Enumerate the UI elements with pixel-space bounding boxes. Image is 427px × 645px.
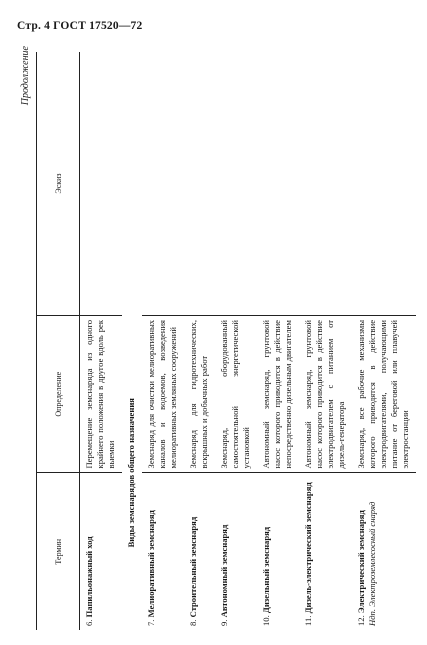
term-cell	[80, 473, 123, 630]
term-name: Дизель-электрический земснаряд	[303, 482, 313, 614]
table-header-row	[37, 52, 80, 630]
continuation-label: Продолжение	[20, 46, 31, 106]
term-name: Электрический земснаряд	[356, 510, 366, 614]
table-row	[184, 52, 215, 630]
term-name: Мелиоративный земснаряд	[146, 510, 156, 618]
term-name: Автономный земснаряд	[219, 524, 229, 618]
term-name: Строительный земснаряд	[188, 516, 198, 618]
term-name: Папильонажный ход	[84, 536, 94, 618]
term-cell	[142, 473, 184, 630]
term-name: Дизельный земснаряд	[261, 526, 271, 614]
definition-cell: Земснаряд, оборудованный самостоятельной энергетической установкой	[215, 315, 257, 472]
definition-cell: Автономный земснаряд, грунтовой насос которого приводится в действие электродвигателем с питанием от дизель-генератора	[299, 315, 352, 472]
table-row	[299, 52, 352, 630]
sketch-cell	[352, 52, 416, 315]
term-cell	[184, 473, 215, 630]
section-title: Виды земснарядов общего назначения	[126, 398, 136, 548]
table-row	[80, 52, 123, 630]
sketch-cell	[142, 52, 184, 315]
rotated-table-area	[20, 40, 410, 630]
term-cell	[215, 473, 257, 630]
definition-cell: Земснаряд для гидротехнических, вскрышных и добычных работ	[184, 315, 215, 472]
definition-cell: Перемещение земснаряда из одного крайнего положения в другое вдоль рек выемки	[80, 315, 123, 472]
column-sketch: Эскиз	[37, 52, 80, 315]
section-sketch-cell	[122, 52, 142, 315]
term-number: 7.	[146, 619, 156, 626]
term-number: 9.	[219, 619, 229, 626]
page-header: Стр. 4 ГОСТ 17520—72	[17, 20, 143, 32]
term-number: 10.	[261, 615, 271, 626]
definition-cell: Земснаряд, все рабочие механизмы которого приводятся в действие электродвигателями, получающими питание от береговой или плавучей электростанции	[352, 315, 416, 472]
sketch-cell	[184, 52, 215, 315]
definition-cell: Автономный земснаряд, грунтовой насос которого приводится в действие непосредственно дизельным двигателем	[257, 315, 299, 472]
table-row	[352, 52, 416, 630]
section-row	[122, 52, 142, 630]
term-number: 11.	[303, 615, 313, 626]
column-term: Термин	[37, 473, 80, 630]
terms-table	[36, 52, 416, 630]
term-cell	[257, 473, 299, 630]
term-number: 8.	[188, 619, 198, 626]
term-cell	[352, 473, 416, 630]
sketch-cell	[257, 52, 299, 315]
table-row	[257, 52, 299, 630]
term-number: 12.	[356, 615, 366, 626]
table-row	[142, 52, 184, 630]
table-row	[215, 52, 257, 630]
sketch-cell	[215, 52, 257, 315]
sketch-cell	[299, 52, 352, 315]
term-number: 6.	[84, 619, 94, 626]
column-definition: Определение	[37, 315, 80, 472]
term-cell	[299, 473, 352, 630]
definition-cell: Земснаряд для очистки мелиоративных каналов и водоемов, возведения мелиоративных земляных сооружений	[142, 315, 184, 472]
term-synonym: Ндп. Электроземлесосный снаряд	[367, 501, 377, 626]
sketch-cell	[80, 52, 123, 315]
